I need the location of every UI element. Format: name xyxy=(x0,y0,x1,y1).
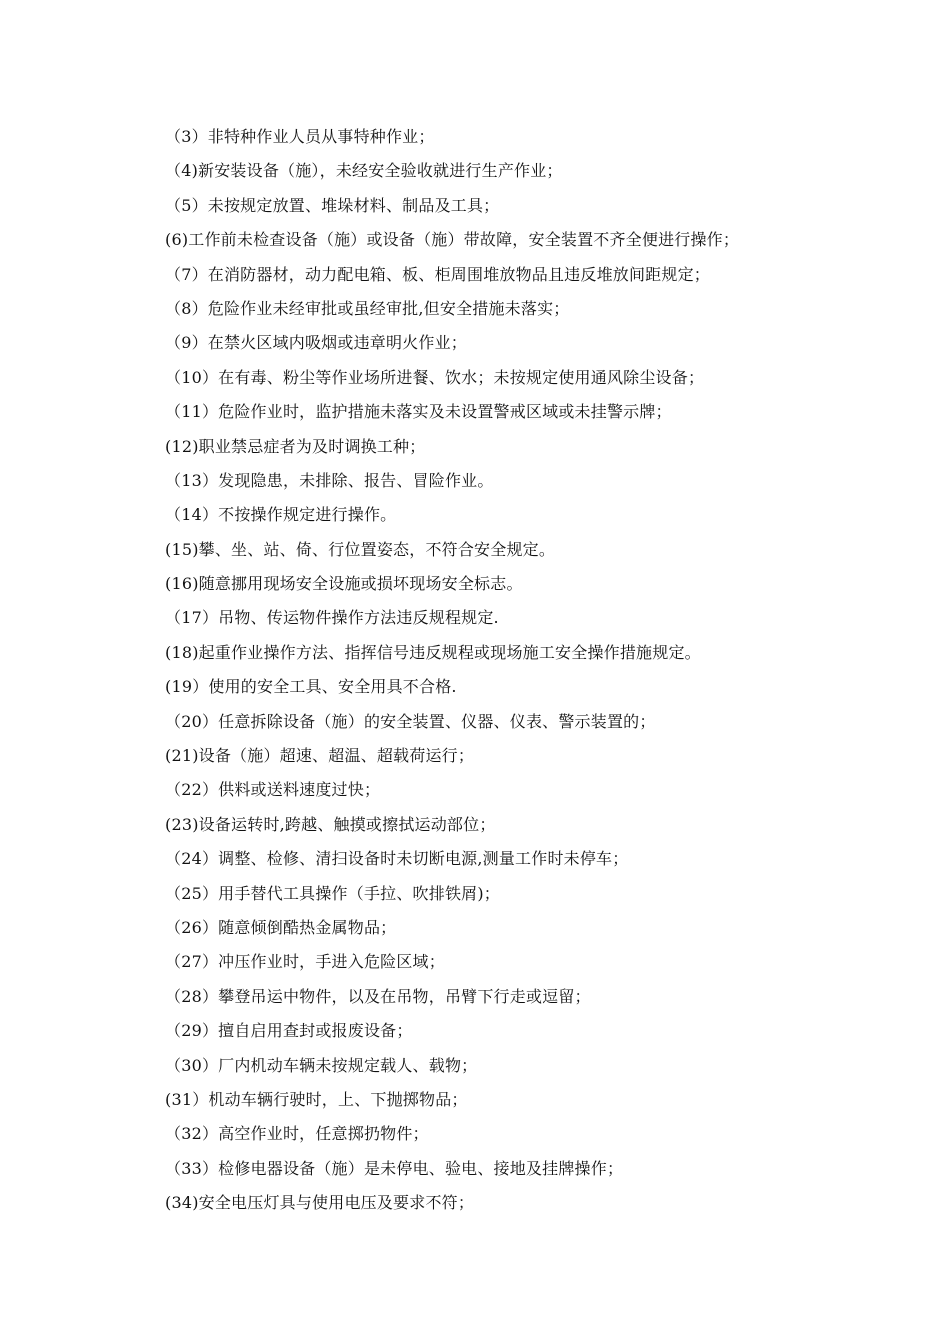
list-item: （26）随意倾倒酷热金属物品； xyxy=(165,917,397,937)
list-item: (16)随意挪用现场安全设施或损坏现场安全标志。 xyxy=(165,574,523,594)
list-item: (34)安全电压灯具与使用电压及要求不符； xyxy=(165,1193,475,1213)
list-item: （5）未按规定放置、堆垛材料、制品及工具； xyxy=(165,195,500,215)
list-item: （33）检修电器设备（施）是未停电、验电、接地及挂牌操作； xyxy=(165,1158,624,1178)
list-item: (15)攀、坐、站、倚、行位置姿态，不符合安全规定。 xyxy=(165,539,556,559)
list-item: （14）不按操作规定进行操作。 xyxy=(165,505,397,525)
list-item: （29）擅自启用查封或报废设备； xyxy=(165,1021,413,1041)
list-item: (31）机动车辆行驶时，上、下抛掷物品； xyxy=(165,1089,468,1109)
list-item: （3）非特种作业人员从事特种作业； xyxy=(165,127,435,146)
list-item: (12)职业禁忌症者为及时调换工种； xyxy=(165,436,426,456)
list-item: （25）用手替代工具操作（手拉、吹排铁屑)； xyxy=(165,883,501,903)
list-item: （22）供料或送料速度过快； xyxy=(165,780,381,800)
list-item: （9）在禁火区域内吸烟或违章明火作业； xyxy=(165,333,467,353)
list-item: （32）高空作业时，任意掷扔物件； xyxy=(165,1124,429,1144)
list-item: （11）危险作业时，监护措施未落实及未设置警戒区域或未挂警示牌； xyxy=(165,402,672,422)
list-item: （8）危险作业未经审批或虽经审批,但安全措施未落实； xyxy=(165,298,570,318)
list-item: （4)新安装设备（施），未经安全验收就进行生产作业； xyxy=(165,161,563,181)
list-item: (21)设备（施）超速、超温、超载荷运行； xyxy=(165,746,475,766)
list-item: (23)设备运转时,跨越、触摸或擦拭运动部位； xyxy=(165,814,496,834)
list-item: (18)起重作业操作方法、指挥信号违反规程或现场施工安全操作措施规定。 xyxy=(165,642,701,662)
violation-list xyxy=(165,120,865,1221)
list-item: （17）吊物、传运物件操作方法违反规程规定. xyxy=(165,608,499,628)
list-item: (6)工作前未检查设备（施）或设备（施）带故障，安全装置不齐全便进行操作； xyxy=(165,230,740,250)
list-item: （10）在有毒、粉尘等作业场所进餐、饮水；未按规定使用通风除尘设备； xyxy=(165,367,705,387)
list-item: (19）使用的安全工具、安全用具不合格. xyxy=(165,677,457,697)
list-item: （20）任意拆除设备（施）的安全装置、仪器、仪表、警示装置的； xyxy=(165,711,656,731)
list-item: （30）厂内机动车辆未按规定载人、载物； xyxy=(165,1055,478,1075)
list-item: （7）在消防器材，动力配电箱、板、柜周围堆放物品且违反堆放间距规定； xyxy=(165,264,710,284)
list-item: （13）发现隐患，未排除、报告、冒险作业。 xyxy=(165,470,494,490)
list-item: （27）冲压作业时，手进入危险区域； xyxy=(165,952,445,972)
list-item: （28）攀登吊运中物件，以及在吊物，吊臂下行走或逗留； xyxy=(165,986,591,1006)
list-item: （24）调整、检修、清扫设备时未切断电源,测量工作时未停车； xyxy=(165,849,629,869)
